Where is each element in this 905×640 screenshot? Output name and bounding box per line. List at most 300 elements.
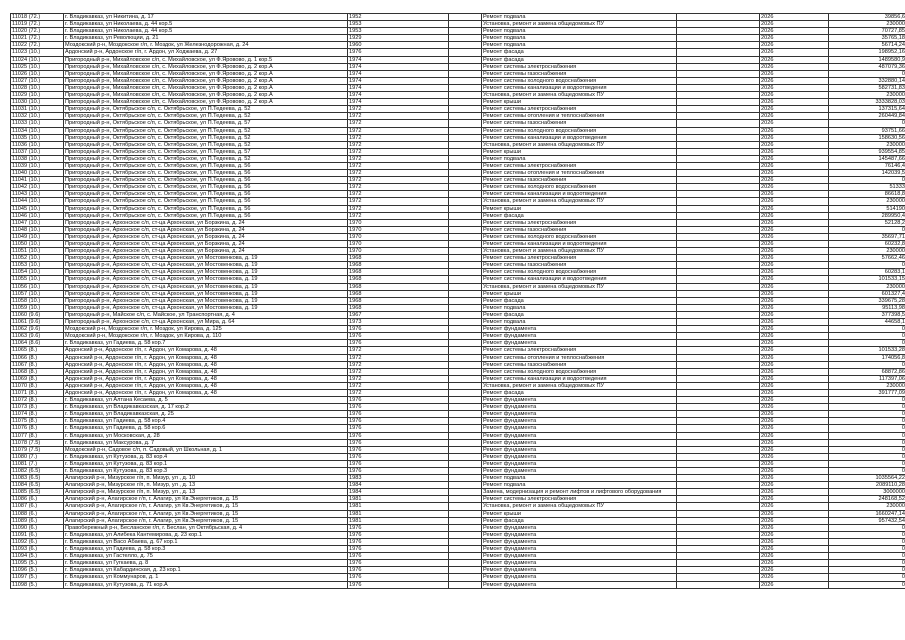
commission-year-cell: 1972 bbox=[348, 148, 449, 155]
work-type-cell: Ремонт системы холодного водоснабжения bbox=[482, 368, 677, 375]
work-type-cell: Ремонт системы канализации и водоотведения bbox=[482, 276, 677, 283]
work-type-cell: Ремонт системы отопления и теплоснабжения bbox=[482, 170, 677, 177]
cost-cell: 0 bbox=[829, 531, 905, 538]
commission-year-cell: 1970 bbox=[348, 241, 449, 248]
empty-cell bbox=[449, 14, 482, 21]
planned-year-cell: 2026 bbox=[760, 177, 829, 184]
cost-cell: 0 bbox=[829, 468, 905, 475]
empty-cell bbox=[449, 99, 482, 106]
work-type-cell: Ремонт фундамента bbox=[482, 538, 677, 545]
empty-cell bbox=[449, 56, 482, 63]
record-id-cell: 11068 (8.) bbox=[11, 368, 64, 375]
planned-year-cell: 2026 bbox=[760, 262, 829, 269]
work-type-cell: Ремонт подвала bbox=[482, 155, 677, 162]
record-id-cell: 11060 (9.6) bbox=[11, 311, 64, 318]
cost-cell: 174056,8 bbox=[829, 354, 905, 361]
record-id-cell: 11075 (8.) bbox=[11, 418, 64, 425]
empty-cell bbox=[677, 333, 760, 340]
record-id-cell: 11052 (10.) bbox=[11, 255, 64, 262]
record-id-cell: 11069 (8.) bbox=[11, 375, 64, 382]
commission-year-cell: 1972 bbox=[348, 120, 449, 127]
empty-cell bbox=[449, 581, 482, 588]
work-type-cell: Ремонт фундамента bbox=[482, 439, 677, 446]
empty-cell bbox=[677, 77, 760, 84]
empty-cell bbox=[449, 482, 482, 489]
cost-cell: 0 bbox=[829, 262, 905, 269]
table-row bbox=[11, 510, 905, 517]
cost-cell: 0 bbox=[829, 226, 905, 233]
empty-cell bbox=[449, 106, 482, 113]
work-type-cell: Ремонт системы газоснабжения bbox=[482, 177, 677, 184]
cost-cell: 230000 bbox=[829, 382, 905, 389]
table-row bbox=[11, 361, 905, 368]
planned-year-cell: 2026 bbox=[760, 375, 829, 382]
empty-cell bbox=[677, 468, 760, 475]
planned-year-cell: 2026 bbox=[760, 28, 829, 35]
empty-cell bbox=[677, 425, 760, 432]
cost-cell: 0 bbox=[829, 411, 905, 418]
planned-year-cell: 2026 bbox=[760, 460, 829, 467]
address-cell: Ардонский р-н, Ардонское г/п, г. Ардон, ул Комарова, д. 48 bbox=[64, 361, 348, 368]
record-id-cell: 11056 (10.) bbox=[11, 283, 64, 290]
planned-year-cell: 2026 bbox=[760, 546, 829, 553]
empty-cell bbox=[677, 198, 760, 205]
address-cell: Пригородный р-н, Октябрьское с/п, с. Октябрьское, ул П.Тедеева, д. 56 bbox=[64, 191, 348, 198]
record-id-cell: 11034 (10.) bbox=[11, 127, 64, 134]
table-row bbox=[11, 14, 905, 21]
work-type-cell: Установка, ремонт и замена общедомовых ПУ bbox=[482, 248, 677, 255]
cost-cell: 391777,09 bbox=[829, 389, 905, 396]
address-cell: Пригородный р-н, Михайловское с/п, с. Михайловское, ул Ф.Яровово, д. 1 кор.5 bbox=[64, 56, 348, 63]
cost-cell: 248168,52 bbox=[829, 496, 905, 503]
work-type-cell: Ремонт подвала bbox=[482, 42, 677, 49]
work-type-cell: Ремонт подвала bbox=[482, 14, 677, 21]
commission-year-cell: 1967 bbox=[348, 311, 449, 318]
planned-year-cell: 2026 bbox=[760, 567, 829, 574]
cost-cell: 35765,18 bbox=[829, 35, 905, 42]
planned-year-cell: 2026 bbox=[760, 397, 829, 404]
planned-year-cell: 2026 bbox=[760, 361, 829, 368]
address-cell: Пригородный р-н, Октябрьское с/п, с. Октябрьское, ул П.Тедеева, д. 57 bbox=[64, 148, 348, 155]
address-cell: Моздокский р-н, Моздокское г/п, г. Моздок, ул Железнодорожная, д. 24 bbox=[64, 42, 348, 49]
table-row bbox=[11, 496, 905, 503]
empty-cell bbox=[449, 297, 482, 304]
empty-cell bbox=[677, 233, 760, 240]
address-cell: Пригородный р-н, Архонское с/п, ст-ца Архонская, ул Мостовенкова, д. 19 bbox=[64, 262, 348, 269]
commission-year-cell: 1952 bbox=[348, 14, 449, 21]
planned-year-cell: 2026 bbox=[760, 326, 829, 333]
planned-year-cell: 2026 bbox=[760, 106, 829, 113]
empty-cell bbox=[677, 276, 760, 283]
empty-cell bbox=[449, 77, 482, 84]
record-id-cell: 11024 (10.) bbox=[11, 56, 64, 63]
empty-cell bbox=[677, 219, 760, 226]
record-id-cell: 11033 (10.) bbox=[11, 120, 64, 127]
empty-cell bbox=[677, 482, 760, 489]
cost-cell: 1035564,22 bbox=[829, 475, 905, 482]
address-cell: Пригородный р-н, Октябрьское с/п, с. Октябрьское, ул П.Тедеева, д. 56 bbox=[64, 184, 348, 191]
table-row bbox=[11, 489, 905, 496]
work-type-cell: Ремонт подвала bbox=[482, 304, 677, 311]
address-cell: Пригородный р-н, Архонское с/п, ст-ца Архонская, ул Борзкина, д. 24 bbox=[64, 233, 348, 240]
address-cell: Пригородный р-н, Октябрьское с/п, с. Октябрьское, ул П.Тедеева, д. 52 bbox=[64, 127, 348, 134]
empty-cell bbox=[677, 389, 760, 396]
cost-cell: 56714,24 bbox=[829, 42, 905, 49]
commission-year-cell: 1968 bbox=[348, 297, 449, 304]
cost-cell: 0 bbox=[829, 425, 905, 432]
record-id-cell: 11084 (6.5) bbox=[11, 482, 64, 489]
work-type-cell: Ремонт фасада bbox=[482, 49, 677, 56]
record-id-cell: 11057 (10.) bbox=[11, 290, 64, 297]
empty-cell bbox=[449, 184, 482, 191]
commission-year-cell: 1976 bbox=[348, 546, 449, 553]
address-cell: Пригородный р-н, Архонское с/п, ст-ца Архонская, ул Мостовенкова, д. 19 bbox=[64, 255, 348, 262]
table-row bbox=[11, 319, 905, 326]
record-id-cell: 11085 (6.5) bbox=[11, 489, 64, 496]
address-cell: Ардонский р-н, Ардонское г/п, г. Ардон, ул Комарова, д. 48 bbox=[64, 375, 348, 382]
table-row bbox=[11, 404, 905, 411]
table-row bbox=[11, 106, 905, 113]
empty-cell bbox=[449, 304, 482, 311]
empty-cell bbox=[677, 382, 760, 389]
record-id-cell: 11038 (10.) bbox=[11, 155, 64, 162]
table-row bbox=[11, 538, 905, 545]
work-type-cell: Ремонт системы электроснабжения bbox=[482, 162, 677, 169]
record-id-cell: 11037 (10.) bbox=[11, 148, 64, 155]
empty-cell bbox=[449, 319, 482, 326]
cost-cell: 158630,56 bbox=[829, 134, 905, 141]
address-cell: г. Владикавказ, ул Кутузова, д. 83 кор.3 bbox=[64, 468, 348, 475]
cost-cell: 93751,66 bbox=[829, 127, 905, 134]
record-id-cell: 11022 (72.) bbox=[11, 42, 64, 49]
cost-cell: 0 bbox=[829, 460, 905, 467]
commission-year-cell: 1976 bbox=[348, 538, 449, 545]
empty-cell bbox=[677, 510, 760, 517]
work-type-cell: Ремонт фундамента bbox=[482, 418, 677, 425]
work-type-cell: Ремонт системы газоснабжения bbox=[482, 361, 677, 368]
planned-year-cell: 2026 bbox=[760, 553, 829, 560]
record-id-cell: 11066 (8.) bbox=[11, 354, 64, 361]
planned-year-cell: 2026 bbox=[760, 141, 829, 148]
empty-cell bbox=[677, 35, 760, 42]
record-id-cell: 11036 (10.) bbox=[11, 141, 64, 148]
empty-cell bbox=[677, 28, 760, 35]
work-type-cell: Ремонт системы электроснабжения bbox=[482, 219, 677, 226]
empty-cell bbox=[677, 63, 760, 70]
empty-cell bbox=[449, 418, 482, 425]
work-type-cell: Ремонт системы канализации и водоотведения bbox=[482, 375, 677, 382]
planned-year-cell: 2026 bbox=[760, 155, 829, 162]
empty-cell bbox=[677, 404, 760, 411]
empty-cell bbox=[677, 446, 760, 453]
planned-year-cell: 2026 bbox=[760, 99, 829, 106]
planned-year-cell: 2026 bbox=[760, 134, 829, 141]
commission-year-cell: 1976 bbox=[348, 432, 449, 439]
work-type-cell: Установка, ремонт и замена общедомовых ПУ bbox=[482, 92, 677, 99]
empty-cell bbox=[449, 553, 482, 560]
work-type-cell: Ремонт фундамента bbox=[482, 340, 677, 347]
table-row bbox=[11, 460, 905, 467]
cost-cell: 260449,84 bbox=[829, 113, 905, 120]
planned-year-cell: 2026 bbox=[760, 255, 829, 262]
planned-year-cell: 2026 bbox=[760, 319, 829, 326]
planned-year-cell: 2026 bbox=[760, 524, 829, 531]
planned-year-cell: 2026 bbox=[760, 517, 829, 524]
planned-year-cell: 2026 bbox=[760, 162, 829, 169]
cost-cell: 0 bbox=[829, 397, 905, 404]
commission-year-cell: 1972 bbox=[348, 361, 449, 368]
planned-year-cell: 2026 bbox=[760, 212, 829, 219]
record-id-cell: 11031 (10.) bbox=[11, 106, 64, 113]
planned-year-cell: 2026 bbox=[760, 354, 829, 361]
cost-cell: 68872,86 bbox=[829, 368, 905, 375]
address-cell: Ардонский р-н, Ардонское г/п, г. Ардон, ул Комарова, д. 48 bbox=[64, 354, 348, 361]
cost-cell: 487079,36 bbox=[829, 63, 905, 70]
work-type-cell: Ремонт фундамента bbox=[482, 524, 677, 531]
commission-year-cell: 1968 bbox=[348, 283, 449, 290]
record-id-cell: 11023 (10.) bbox=[11, 49, 64, 56]
empty-cell bbox=[449, 503, 482, 510]
address-cell: Пригородный р-н, Архонское с/п, ст-ца Архонская, ул Мостовенкова, д. 19 bbox=[64, 276, 348, 283]
cost-cell: 601327,4 bbox=[829, 290, 905, 297]
empty-cell bbox=[677, 205, 760, 212]
cost-cell: 582731,83 bbox=[829, 84, 905, 91]
cost-cell: 57662,46 bbox=[829, 255, 905, 262]
empty-cell bbox=[449, 35, 482, 42]
work-type-cell: Ремонт подвала bbox=[482, 319, 677, 326]
record-id-cell: 11074 (8.) bbox=[11, 411, 64, 418]
record-id-cell: 11044 (10.) bbox=[11, 198, 64, 205]
table-row bbox=[11, 503, 905, 510]
table-row bbox=[11, 411, 905, 418]
empty-cell bbox=[677, 283, 760, 290]
empty-cell bbox=[449, 198, 482, 205]
empty-cell bbox=[449, 28, 482, 35]
commission-year-cell: 1976 bbox=[348, 553, 449, 560]
table-row bbox=[11, 546, 905, 553]
table-row bbox=[11, 92, 905, 99]
empty-cell bbox=[449, 248, 482, 255]
planned-year-cell: 2026 bbox=[760, 276, 829, 283]
empty-cell bbox=[677, 553, 760, 560]
empty-cell bbox=[449, 177, 482, 184]
table-row bbox=[11, 262, 905, 269]
address-cell: г. Владикавказ, ул Кутузова, д. 71 кор.А bbox=[64, 581, 348, 588]
table-row bbox=[11, 205, 905, 212]
planned-year-cell: 2026 bbox=[760, 389, 829, 396]
cost-cell: 39856,6 bbox=[829, 14, 905, 21]
empty-cell bbox=[677, 319, 760, 326]
table-row bbox=[11, 120, 905, 127]
empty-cell bbox=[449, 361, 482, 368]
commission-year-cell: 1983 bbox=[348, 475, 449, 482]
commission-year-cell: 1972 bbox=[348, 170, 449, 177]
work-type-cell: Ремонт системы газоснабжения bbox=[482, 70, 677, 77]
empty-cell bbox=[449, 141, 482, 148]
work-type-cell: Установка, ремонт и замена общедомовых ПУ bbox=[482, 21, 677, 28]
planned-year-cell: 2026 bbox=[760, 418, 829, 425]
table-row bbox=[11, 517, 905, 524]
empty-cell bbox=[677, 496, 760, 503]
record-id-cell: 11067 (8.) bbox=[11, 361, 64, 368]
cost-cell: 0 bbox=[829, 524, 905, 531]
empty-cell bbox=[677, 538, 760, 545]
commission-year-cell: 1981 bbox=[348, 503, 449, 510]
work-type-cell: Ремонт системы газоснабжения bbox=[482, 262, 677, 269]
record-id-cell: 11027 (10.) bbox=[11, 77, 64, 84]
address-cell: Алагирский р-н, Алагирское г/п, г. Алагир, ул Кв.Энергетиков, д. 15 bbox=[64, 510, 348, 517]
commission-year-cell: 1974 bbox=[348, 56, 449, 63]
record-id-cell: 11081 (7.) bbox=[11, 460, 64, 467]
empty-cell bbox=[449, 155, 482, 162]
empty-cell bbox=[677, 113, 760, 120]
work-type-cell: Ремонт фундамента bbox=[482, 446, 677, 453]
commission-year-cell: 1976 bbox=[348, 333, 449, 340]
record-id-cell: 11050 (10.) bbox=[11, 241, 64, 248]
record-id-cell: 11041 (10.) bbox=[11, 177, 64, 184]
empty-cell bbox=[449, 375, 482, 382]
address-cell: Пригородный р-н, Архонское с/п, ст-ца Архонская, ул Борзкина, д. 24 bbox=[64, 219, 348, 226]
work-type-cell: Ремонт крыши bbox=[482, 205, 677, 212]
planned-year-cell: 2026 bbox=[760, 404, 829, 411]
cost-cell: 939554,85 bbox=[829, 148, 905, 155]
address-cell: г. Владикавказ, ул Гадиева, д. 58 кор.6 bbox=[64, 425, 348, 432]
document-sheet bbox=[10, 13, 905, 589]
cost-cell: 0 bbox=[829, 567, 905, 574]
planned-year-cell: 2026 bbox=[760, 333, 829, 340]
empty-cell bbox=[449, 162, 482, 169]
empty-cell bbox=[449, 283, 482, 290]
table-row bbox=[11, 233, 905, 240]
empty-cell bbox=[449, 326, 482, 333]
commission-year-cell: 1972 bbox=[348, 212, 449, 219]
work-type-cell: Ремонт системы электроснабжения bbox=[482, 347, 677, 354]
record-id-cell: 11065 (8.) bbox=[11, 347, 64, 354]
record-id-cell: 11045 (10.) bbox=[11, 205, 64, 212]
empty-cell bbox=[677, 475, 760, 482]
address-cell: Алагирский р-н, Алагирское г/п, г. Алагир, ул Кв.Энергетиков, д. 15 bbox=[64, 517, 348, 524]
empty-cell bbox=[677, 411, 760, 418]
empty-cell bbox=[677, 574, 760, 581]
empty-cell bbox=[677, 418, 760, 425]
table-row bbox=[11, 21, 905, 28]
address-cell: Пригородный р-н, Октябрьское с/п, с. Октябрьское, ул П.Тедеева, д. 52 bbox=[64, 106, 348, 113]
planned-year-cell: 2026 bbox=[760, 432, 829, 439]
work-type-cell: Ремонт системы канализации и водоотведения bbox=[482, 84, 677, 91]
commission-year-cell: 1972 bbox=[348, 354, 449, 361]
commission-year-cell: 1976 bbox=[348, 524, 449, 531]
table-row bbox=[11, 127, 905, 134]
empty-cell bbox=[449, 475, 482, 482]
planned-year-cell: 2026 bbox=[760, 14, 829, 21]
empty-cell bbox=[677, 42, 760, 49]
record-id-cell: 11094 (5.) bbox=[11, 553, 64, 560]
address-cell: Ардонский р-н, Ардонское г/п, г. Ардон, ул Комарова, д. 48 bbox=[64, 389, 348, 396]
table-row bbox=[11, 219, 905, 226]
cost-cell: 44658,1 bbox=[829, 319, 905, 326]
commission-year-cell: 1968 bbox=[348, 290, 449, 297]
record-id-cell: 11042 (10.) bbox=[11, 184, 64, 191]
cost-cell: 230000 bbox=[829, 283, 905, 290]
table-row bbox=[11, 581, 905, 588]
cost-cell: 145487,66 bbox=[829, 155, 905, 162]
address-cell: Пригородный р-н, Архонское с/п, ст-ца Архонская, ул Мостовенкова, д. 19 bbox=[64, 297, 348, 304]
work-type-cell: Ремонт фасада bbox=[482, 297, 677, 304]
cost-cell: 0 bbox=[829, 333, 905, 340]
commission-year-cell: 1974 bbox=[348, 99, 449, 106]
cost-cell: 230000 bbox=[829, 248, 905, 255]
work-type-cell: Ремонт фундамента bbox=[482, 581, 677, 588]
record-id-cell: 11048 (10.) bbox=[11, 226, 64, 233]
commission-year-cell: 1976 bbox=[348, 439, 449, 446]
record-id-cell: 11063 (9.6) bbox=[11, 333, 64, 340]
record-id-cell: 11043 (10.) bbox=[11, 191, 64, 198]
planned-year-cell: 2026 bbox=[760, 148, 829, 155]
table-row bbox=[11, 389, 905, 396]
address-cell: Пригородный р-н, Майское с/п, с. Майское, ул Транспортная, д. 4 bbox=[64, 311, 348, 318]
record-id-cell: 11082 (6.5) bbox=[11, 468, 64, 475]
table-row bbox=[11, 382, 905, 389]
empty-cell bbox=[677, 99, 760, 106]
empty-cell bbox=[449, 347, 482, 354]
empty-cell bbox=[449, 425, 482, 432]
record-id-cell: 11028 (10.) bbox=[11, 84, 64, 91]
commission-year-cell: 1972 bbox=[348, 134, 449, 141]
address-cell: г. Владикавказ, ул Гадиева, д. 58 кор.3 bbox=[64, 546, 348, 553]
address-cell: Пригородный р-н, Михайловское с/п, с. Михайловское, ул Ф.Яровово, д. 2 кор.А bbox=[64, 63, 348, 70]
planned-year-cell: 2026 bbox=[760, 304, 829, 311]
empty-cell bbox=[677, 524, 760, 531]
table-row bbox=[11, 248, 905, 255]
cost-cell: 101533,28 bbox=[829, 347, 905, 354]
table-row bbox=[11, 191, 905, 198]
work-type-cell: Ремонт фундамента bbox=[482, 453, 677, 460]
record-id-cell: 11051 (10.) bbox=[11, 248, 64, 255]
address-cell: Пригородный р-н, Архонское с/п, ст-ца Архонская, ул Мостовенкова, д. 19 bbox=[64, 283, 348, 290]
commission-year-cell: 1973 bbox=[348, 319, 449, 326]
empty-cell bbox=[677, 311, 760, 318]
commission-year-cell: 1976 bbox=[348, 574, 449, 581]
cost-cell: 0 bbox=[829, 446, 905, 453]
planned-year-cell: 2026 bbox=[760, 475, 829, 482]
record-id-cell: 11032 (10.) bbox=[11, 113, 64, 120]
empty-cell bbox=[677, 368, 760, 375]
cost-cell: 117397,06 bbox=[829, 375, 905, 382]
address-cell: Ардонский р-н, Ардонское г/п, г. Ардон, ул Комарова, д. 48 bbox=[64, 347, 348, 354]
cost-cell: 0 bbox=[829, 538, 905, 545]
empty-cell bbox=[677, 326, 760, 333]
empty-cell bbox=[677, 439, 760, 446]
cost-cell: 2089110,28 bbox=[829, 482, 905, 489]
planned-year-cell: 2026 bbox=[760, 113, 829, 120]
commission-year-cell: 1970 bbox=[348, 219, 449, 226]
empty-cell bbox=[677, 120, 760, 127]
table-row bbox=[11, 553, 905, 560]
commission-year-cell: 1974 bbox=[348, 84, 449, 91]
record-id-cell: 11055 (10.) bbox=[11, 276, 64, 283]
record-id-cell: 11090 (6.) bbox=[11, 524, 64, 531]
work-type-cell: Ремонт системы канализации и водоотведения bbox=[482, 241, 677, 248]
cost-cell: 0 bbox=[829, 70, 905, 77]
commission-year-cell: 1981 bbox=[348, 510, 449, 517]
work-type-cell: Ремонт фундамента bbox=[482, 546, 677, 553]
record-id-cell: 11073 (8.) bbox=[11, 404, 64, 411]
cost-cell: 289950,4 bbox=[829, 212, 905, 219]
planned-year-cell: 2026 bbox=[760, 368, 829, 375]
address-cell: Пригородный р-н, Октябрьское с/п, с. Октябрьское, ул П.Тедеева, д. 52 bbox=[64, 134, 348, 141]
commission-year-cell: 1976 bbox=[348, 567, 449, 574]
commission-year-cell: 1976 bbox=[348, 468, 449, 475]
